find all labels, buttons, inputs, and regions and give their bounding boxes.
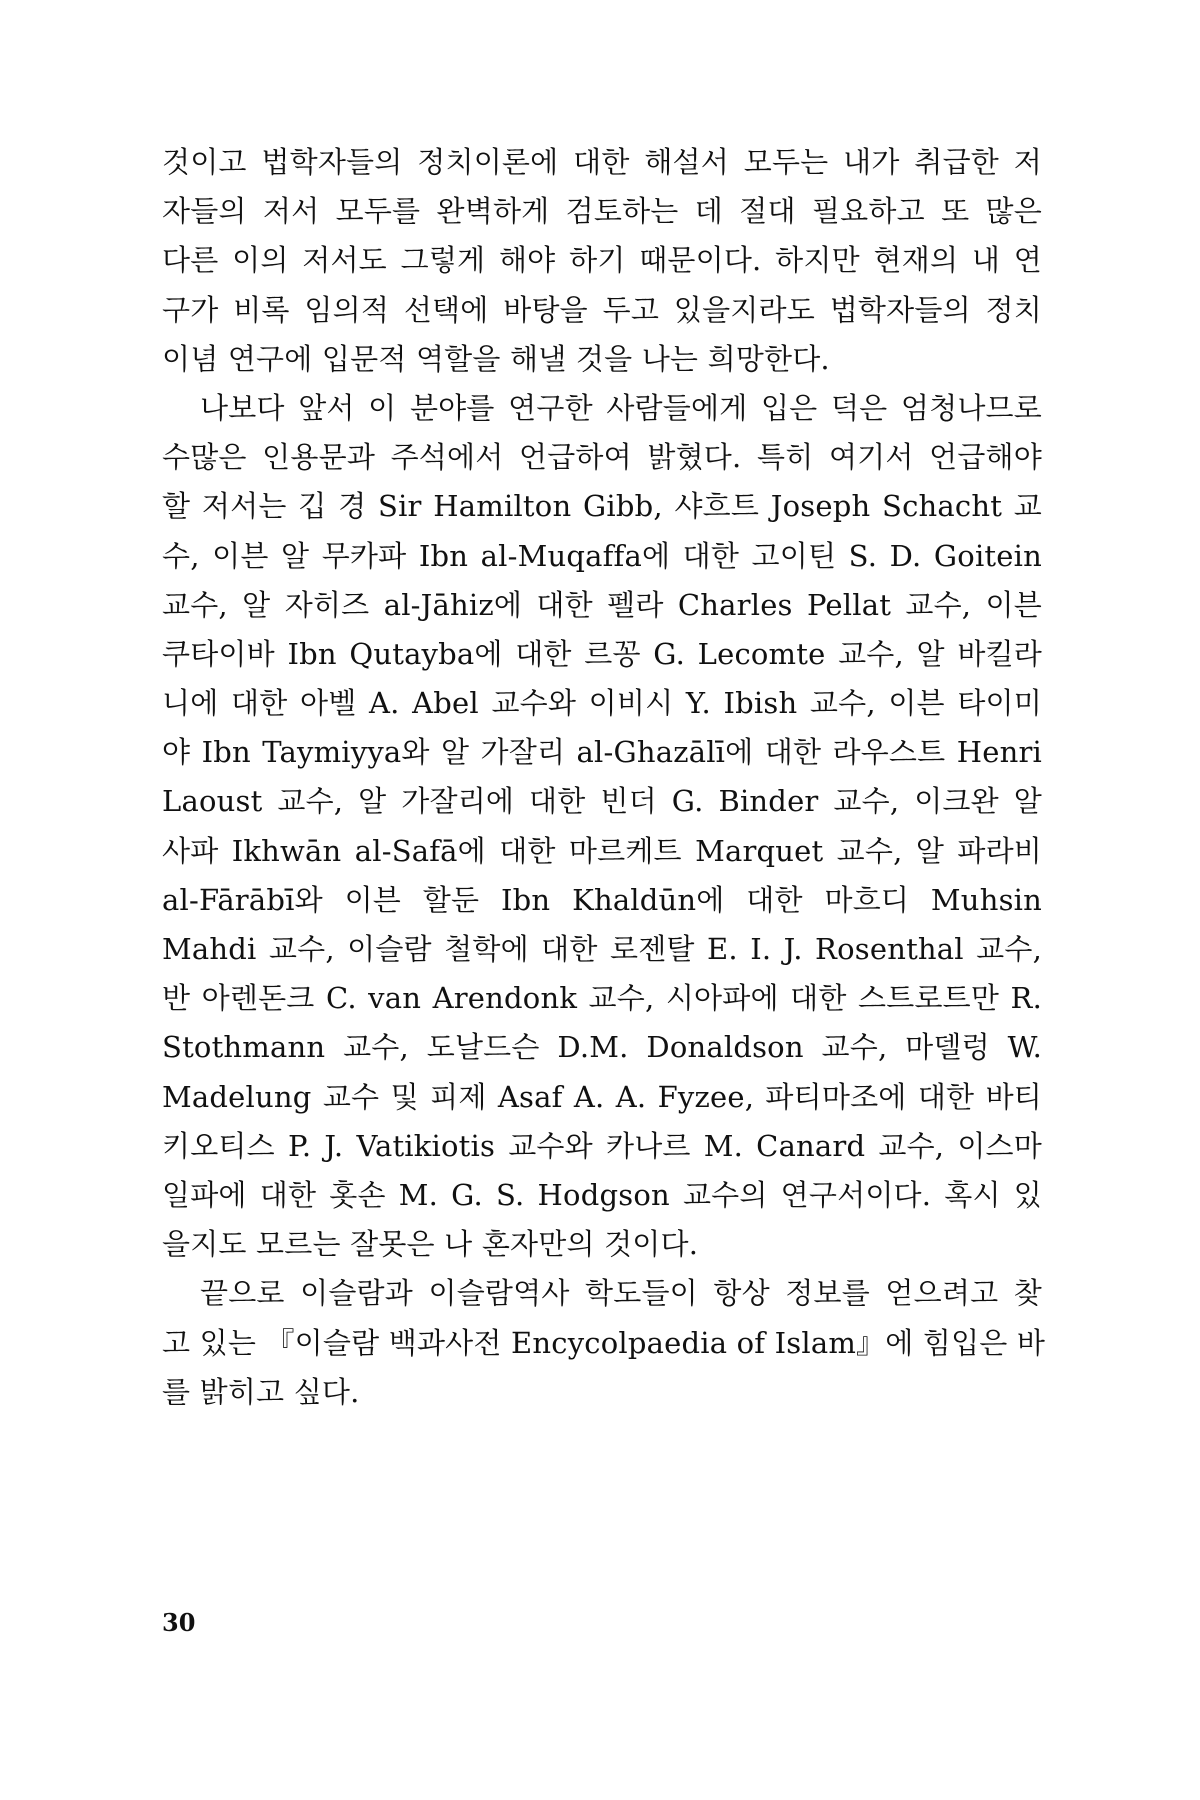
text-line: 니에 대한 아벨 A. Abel 교수와 이비시 Y. Ibish 교수, 이븐 타이미	[162, 686, 1042, 721]
text-line: Madelung 교수 및 피제 Asaf A. A. Fyzee, 파티마조에 대한 바티	[162, 1079, 1042, 1114]
text-line: 끝으로 이슬람과 이슬람역사 학도들이 항상 정보를 얻으려고 찾	[200, 1276, 1042, 1311]
text-line: 구가 비록 임의적 선택에 바탕을 두고 있을지라도 법학자들의 정치	[162, 292, 1042, 327]
text-line: 키오티스 P. J. Vatikiotis 교수와 카나르 M. Canard 교수, 이스마	[162, 1128, 1042, 1163]
text-line: 것이고 법학자들의 정치이론에 대한 해설서 모두는 내가 취급한 저	[162, 145, 1042, 179]
text-line: 이념 연구에 입문적 역할을 해낼 것을 나는 희망한다.	[162, 341, 830, 376]
text-line: 일파에 대한 홋손 M. G. S. Hodgson 교수의 연구서이다. 혹시 있	[162, 1177, 1042, 1212]
text-line: Mahdi 교수, 이슬람 철학에 대한 로젠탈 E. I. J. Rosenthal 교수,	[162, 932, 1042, 966]
text-line: 다른 이의 저서도 그렇게 해야 하기 때문이다. 하지만 현재의 내 연	[162, 243, 1042, 278]
text-line: 수, 이븐 알 무카파 Ibn al-Muqaffa에 대한 고이틴 S. D. Goitein	[162, 538, 1042, 573]
text-line: 야 Ibn Taymiyya와 알 가잘리 al-Ghazālī에 대한 라우스트 Henri	[162, 735, 1042, 770]
text-line: 할 저서는 깁 경 Sir Hamilton Gibb, 샤흐트 Joseph Schacht 교	[162, 489, 1042, 524]
text-line: 나보다 앞서 이 분야를 연구한 사람들에게 입은 덕은 엄청나므로	[200, 390, 1042, 425]
text-line: al-Fārābī와 이븐 할둔 Ibn Khaldūn에 대한 마흐디 Muhsin	[162, 882, 1042, 917]
text-line: 교수, 알 자히즈 al-Jāhiz에 대한 펠라 Charles Pellat 교수, 이븐	[162, 587, 1042, 622]
text-line: 반 아렌돈크 C. van Arendonk 교수, 시아파에 대한 스트로트만 R.	[162, 981, 1042, 1016]
text-line: 수많은 인용문과 주석에서 언급하여 밝혔다. 특히 여기서 언급해야	[162, 440, 1042, 475]
text-line: Stothmann 교수, 도날드슨 D.M. Donaldson 교수, 마델렁 W.	[162, 1030, 1042, 1065]
body-text	[162, 138, 1046, 1417]
text-line: 사파 Ikhwān al-Safā에 대한 마르케트 Marquet 교수, 알 파라비	[162, 833, 1042, 868]
text-line: Laoust 교수, 알 가잘리에 대한 빈더 G. Binder 교수, 이크완 알	[162, 784, 1042, 819]
text-line: 을지도 모르는 잘못은 나 혼자만의 것이다.	[162, 1227, 699, 1262]
text-line: 를 밝히고 싶다.	[162, 1374, 360, 1409]
text-line: 자들의 저서 모두를 완벽하게 검토하는 데 절대 필요하고 또 많은	[162, 194, 1042, 229]
page-number: 30	[162, 1608, 196, 1637]
text-line: 고 있는 『이슬람 백과사전 Encycolpaedia of Islam』에 힘입은 바	[162, 1325, 1046, 1360]
text-line: 쿠타이바 Ibn Qutayba에 대한 르꽁 G. Lecomte 교수, 알 바킬라	[162, 636, 1042, 671]
